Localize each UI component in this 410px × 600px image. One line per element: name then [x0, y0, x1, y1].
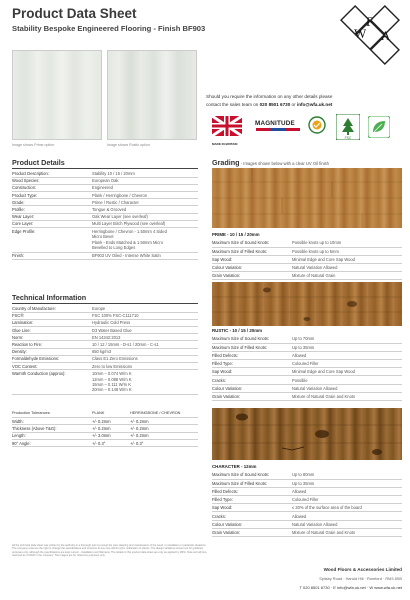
- row-value: +/- 3.0mm: [92, 432, 130, 439]
- sales-phone[interactable]: 020 8501 6730: [259, 102, 291, 107]
- sales-email[interactable]: info@wfa.uk.net: [296, 102, 333, 107]
- row-value: Mixture of Natural Grain and Knots: [292, 392, 402, 400]
- page-subtitle: Stability Bespoke Engineered Flooring - Finish BF903: [12, 24, 206, 33]
- fsc-tree-icon: [336, 114, 360, 140]
- row-value: +/- 0.3°: [92, 440, 130, 447]
- col-header: PLANK: [92, 410, 130, 417]
- row-value: +/- 0.2mm: [92, 425, 130, 432]
- table-row: [12, 417, 198, 424]
- table-row: [212, 239, 402, 247]
- rustic-wood-sample-image: [212, 282, 402, 326]
- row-value: Minimal Edge and Core Sap Wood: [292, 368, 402, 376]
- row-key: Lamination:: [12, 319, 92, 326]
- table-row: [212, 512, 402, 520]
- grading-heading: Grading - Images shown below with a clear UV Oil finish: [212, 158, 329, 167]
- logo-letter: F: [366, 14, 374, 29]
- tolerances-table: [12, 410, 198, 447]
- table-row: [212, 487, 402, 495]
- table-row: [12, 432, 198, 439]
- row-key: Wear Layer:: [12, 213, 92, 220]
- table-row: [212, 471, 402, 479]
- table-row: [12, 220, 198, 227]
- grade-title: RUSTIC - 10 / 15 / 20mm: [212, 328, 263, 333]
- made-in-britain-badge: [212, 116, 248, 146]
- footer-address: Spilsby Road · Harold Hill · Romford · RM3 8SB: [319, 576, 402, 581]
- row-value: 650 kg/m3: [92, 348, 198, 355]
- round-certification-icon: [308, 116, 326, 134]
- union-flag-icon: [212, 116, 242, 136]
- prime-option-image: [12, 50, 102, 140]
- row-key: Density:: [12, 348, 92, 355]
- row-key: VOC Content:: [12, 363, 92, 370]
- row-value: D3 Water Based Glue: [92, 327, 198, 334]
- wfa-logo: [338, 2, 402, 66]
- row-key: Filled Type:: [212, 360, 292, 368]
- logo-letter: W: [354, 26, 367, 41]
- table-row: [12, 355, 198, 362]
- row-key: Width:: [12, 417, 92, 424]
- row-value: Up to 35mm: [292, 343, 402, 351]
- row-key: Country of Manufacture:: [12, 305, 92, 312]
- row-value: Natural Variation Allowed: [292, 520, 402, 528]
- row-key: Wood Species:: [12, 177, 92, 184]
- row-value: Class E1 Zero Emissions: [92, 355, 198, 362]
- table-row: [212, 520, 402, 528]
- made-in-label: MADE IN BRITAIN: [212, 142, 238, 146]
- row-value: Allowed: [292, 487, 402, 495]
- svg-text:FSC: FSC: [344, 136, 352, 140]
- col-header: HERRINGBONE / CHEVRON: [130, 410, 198, 417]
- row-key: Formaldehyde Emissions:: [12, 355, 92, 362]
- product-details-heading: Product Details: [12, 158, 65, 167]
- row-key: Maximum Size of Filled Knots:: [212, 343, 292, 351]
- col-header: Production Tolerances:: [12, 410, 92, 417]
- table-row: [12, 305, 198, 312]
- table-row: [12, 334, 198, 341]
- row-value: 10 / 12 / 15mm - D-s1 / 20mm - C-s1: [92, 341, 198, 348]
- row-value: 10mm – 0.074 W/m K 12mm – 0.088 W/m K 15mm – 0.111 W/m K 20mm – 0.148 W/m K: [92, 370, 198, 395]
- row-key: Product Description:: [12, 170, 92, 177]
- table-row: [212, 368, 402, 376]
- table-row: [212, 264, 402, 272]
- row-key: Filled Defects:: [212, 487, 292, 495]
- table-row: [212, 247, 402, 255]
- table-row: [212, 496, 402, 504]
- row-key: Sap Wood:: [212, 368, 292, 376]
- table-row: [12, 319, 198, 326]
- row-value: Minimal Edge and Core Sap Wood: [292, 255, 402, 263]
- row-value: Allowed: [292, 351, 402, 359]
- row-key: Filled Defects:: [212, 351, 292, 359]
- row-key: Construction:: [12, 184, 92, 191]
- table-row: [212, 479, 402, 487]
- row-value: Allowed: [292, 512, 402, 520]
- row-value: BF903 UV Oiled - Intense White Satin: [92, 252, 198, 259]
- table-row: [12, 363, 198, 370]
- row-key: Glue Line:: [12, 327, 92, 334]
- row-value: +/- 0.2mm: [92, 417, 130, 424]
- row-value: Tongue & Grooved: [92, 206, 198, 213]
- table-row: [12, 192, 198, 199]
- row-key: Maximum Size of Filled Knots:: [212, 479, 292, 487]
- footer-disclaimer: All the technical data sheet was written by the authority in a thorough test rig except the care cleaning and maintenance of the wood, in installation or particular situations. The company reserves the right to change the specifications and structure at any time without prior notification to clients. The design variations shown are for guidance purposes only, although the specifications are kept current - Installation and Warranty. The details in this product data sheet are only as applied by WFA. Note and all time reserved as of 2020 in the company. The images are for reference purposes only.: [12, 544, 207, 558]
- contact-line: contact the sales team on 020 8501 6730 or info@wfa.uk.net: [206, 102, 333, 107]
- row-value: Prime / Rustic / Character: [92, 199, 198, 206]
- row-key: Colour Variation:: [212, 264, 292, 272]
- environment-leaf-icon: [368, 116, 390, 138]
- magnitude-stripe: [256, 128, 300, 136]
- row-value: Plank / Herringbone / Chevron: [92, 192, 198, 199]
- table-row: [212, 528, 402, 536]
- technical-heading: Technical Information: [12, 293, 87, 302]
- table-row: [212, 376, 402, 384]
- row-key: Grade:: [12, 199, 92, 206]
- row-key: Grain Variation:: [212, 272, 292, 280]
- row-key: Sap Wood:: [212, 255, 292, 263]
- table-row: [212, 335, 402, 343]
- row-key: 90° Angle:: [12, 440, 92, 447]
- row-key: Sap Wood:: [212, 504, 292, 512]
- table-row: [212, 504, 402, 512]
- row-key: Warmth Conduction (approx):: [12, 370, 92, 395]
- row-value: Natural Variation Allowed: [292, 264, 402, 272]
- logo-letter: A: [381, 28, 391, 43]
- row-key: Edge Profile:: [12, 228, 92, 253]
- row-key: Product Type:: [12, 192, 92, 199]
- table-row: [12, 312, 198, 319]
- row-key: Norm:: [12, 334, 92, 341]
- row-key: Core Layer:: [12, 220, 92, 227]
- row-value: European Oak: [92, 177, 198, 184]
- row-value: FSC 100% FSC-C111710: [92, 312, 198, 319]
- row-value: +/- 0.3°: [130, 440, 198, 447]
- row-key: Reaction to Fire:: [12, 341, 92, 348]
- product-details-table: [12, 170, 198, 260]
- row-value: Natural Variation Allowed: [292, 384, 402, 392]
- row-value: Europe: [92, 305, 198, 312]
- table-row: [12, 184, 198, 191]
- grade-title: CHARACTER - 12mm: [212, 464, 257, 469]
- rustic-grade-table: [212, 335, 402, 401]
- table-row: [12, 425, 198, 432]
- table-row: [12, 170, 198, 177]
- row-value: Mixture of Natural Grain and Knots: [292, 528, 402, 536]
- row-key: Length:: [12, 432, 92, 439]
- table-row: [12, 199, 198, 206]
- row-key: Cracks:: [212, 512, 292, 520]
- footer-company: Wood Floors & Accessories Limited: [323, 567, 402, 572]
- row-key: Colour Variation:: [212, 384, 292, 392]
- contact-line: Should you require the information on any other details please: [206, 94, 333, 99]
- character-grade-table: [212, 471, 402, 537]
- row-key: Cracks:: [212, 376, 292, 384]
- row-value: Possible: [292, 376, 402, 384]
- row-value: EN 14342:2013: [92, 334, 198, 341]
- table-row: [12, 206, 198, 213]
- row-value: +/- 0.2mm: [130, 425, 198, 432]
- row-key: Filled Type:: [212, 496, 292, 504]
- row-key: Thickness (Above T&G):: [12, 425, 92, 432]
- table-header-row: [12, 410, 198, 417]
- page-title: Product Data Sheet: [12, 6, 137, 21]
- row-key: Maximum Size of Filled Knots:: [212, 247, 292, 255]
- prime-grade-table: [212, 239, 402, 280]
- row-key: Grain Variation:: [212, 392, 292, 400]
- table-row: [212, 272, 402, 280]
- table-row: [12, 177, 198, 184]
- table-row: [212, 384, 402, 392]
- row-key: Colour Variation:: [212, 520, 292, 528]
- row-value: +/- 0.2mm: [130, 432, 198, 439]
- table-row: [212, 392, 402, 400]
- row-value: Coloured Filler: [292, 496, 402, 504]
- table-row: [12, 370, 198, 395]
- prime-wood-sample-image: [212, 168, 402, 228]
- table-row: [212, 360, 402, 368]
- table-row: [12, 440, 198, 447]
- row-value: Stability 10 / 15 / 20mm: [92, 170, 198, 177]
- table-row: [212, 351, 402, 359]
- row-value: Up to 80mm: [292, 471, 402, 479]
- divider: [12, 168, 198, 169]
- row-key: Maximum Size of Sound Knots:: [212, 471, 292, 479]
- table-row: [12, 213, 198, 220]
- row-value: Herringbone / Chevron - 1.50mm 4 Sided Micro Bevel Plank - Ends Matched & 1.50mm Micro Bevelled to Long Edges: [92, 228, 198, 253]
- row-key: Maximum Size of Sound Knots:: [212, 335, 292, 343]
- table-row: [12, 348, 198, 355]
- row-key: Maximum Size of Sound Knots:: [212, 239, 292, 247]
- row-value: Coloured Filler: [292, 360, 402, 368]
- row-value: +/- 0.2mm: [130, 417, 198, 424]
- row-value: Multi Layer Birch Plywood (see overleaf): [92, 220, 198, 227]
- divider: [12, 303, 198, 304]
- row-value: Zero to low Emissions: [92, 363, 198, 370]
- row-value: Mixture of Natural Grain: [292, 272, 402, 280]
- table-row: [12, 252, 198, 259]
- row-value: Possible knots up to 5mm: [292, 247, 402, 255]
- grade-title: PRIME - 10 / 15 / 20mm: [212, 232, 260, 237]
- row-key: Finish:: [12, 252, 92, 259]
- row-key: Profile:: [12, 206, 92, 213]
- row-value: Up to 70mm: [292, 335, 402, 343]
- row-value: Oak Wear Layer (see overleaf): [92, 213, 198, 220]
- image-caption: Image shows Prime option: [12, 143, 55, 147]
- contact-info: [206, 93, 406, 109]
- table-row: [212, 343, 402, 351]
- table-row: [12, 228, 198, 253]
- row-value: Hydraulic Cold Press: [92, 319, 198, 326]
- row-value: ≤ 20% of the surface area of the board: [292, 504, 402, 512]
- row-key: FSC®:: [12, 312, 92, 319]
- character-wood-sample-image: [212, 408, 402, 460]
- image-caption: Image shows Rustic option: [107, 143, 150, 147]
- table-row: [12, 327, 198, 334]
- technical-table: [12, 305, 198, 395]
- magnitude-label: MAGNITUDE: [255, 120, 295, 127]
- row-value: Possible knots up to 10mm: [292, 239, 402, 247]
- rustic-option-image: [107, 50, 197, 140]
- row-value: Up to 35mm: [292, 479, 402, 487]
- row-value: Engineered: [92, 184, 198, 191]
- table-row: [12, 341, 198, 348]
- row-key: Grain Variation:: [212, 528, 292, 536]
- table-row: [212, 255, 402, 263]
- footer-contact-line: T 020 8501 6730 · E info@wfa.uk.net · W www.wfa.uk.net: [299, 585, 402, 590]
